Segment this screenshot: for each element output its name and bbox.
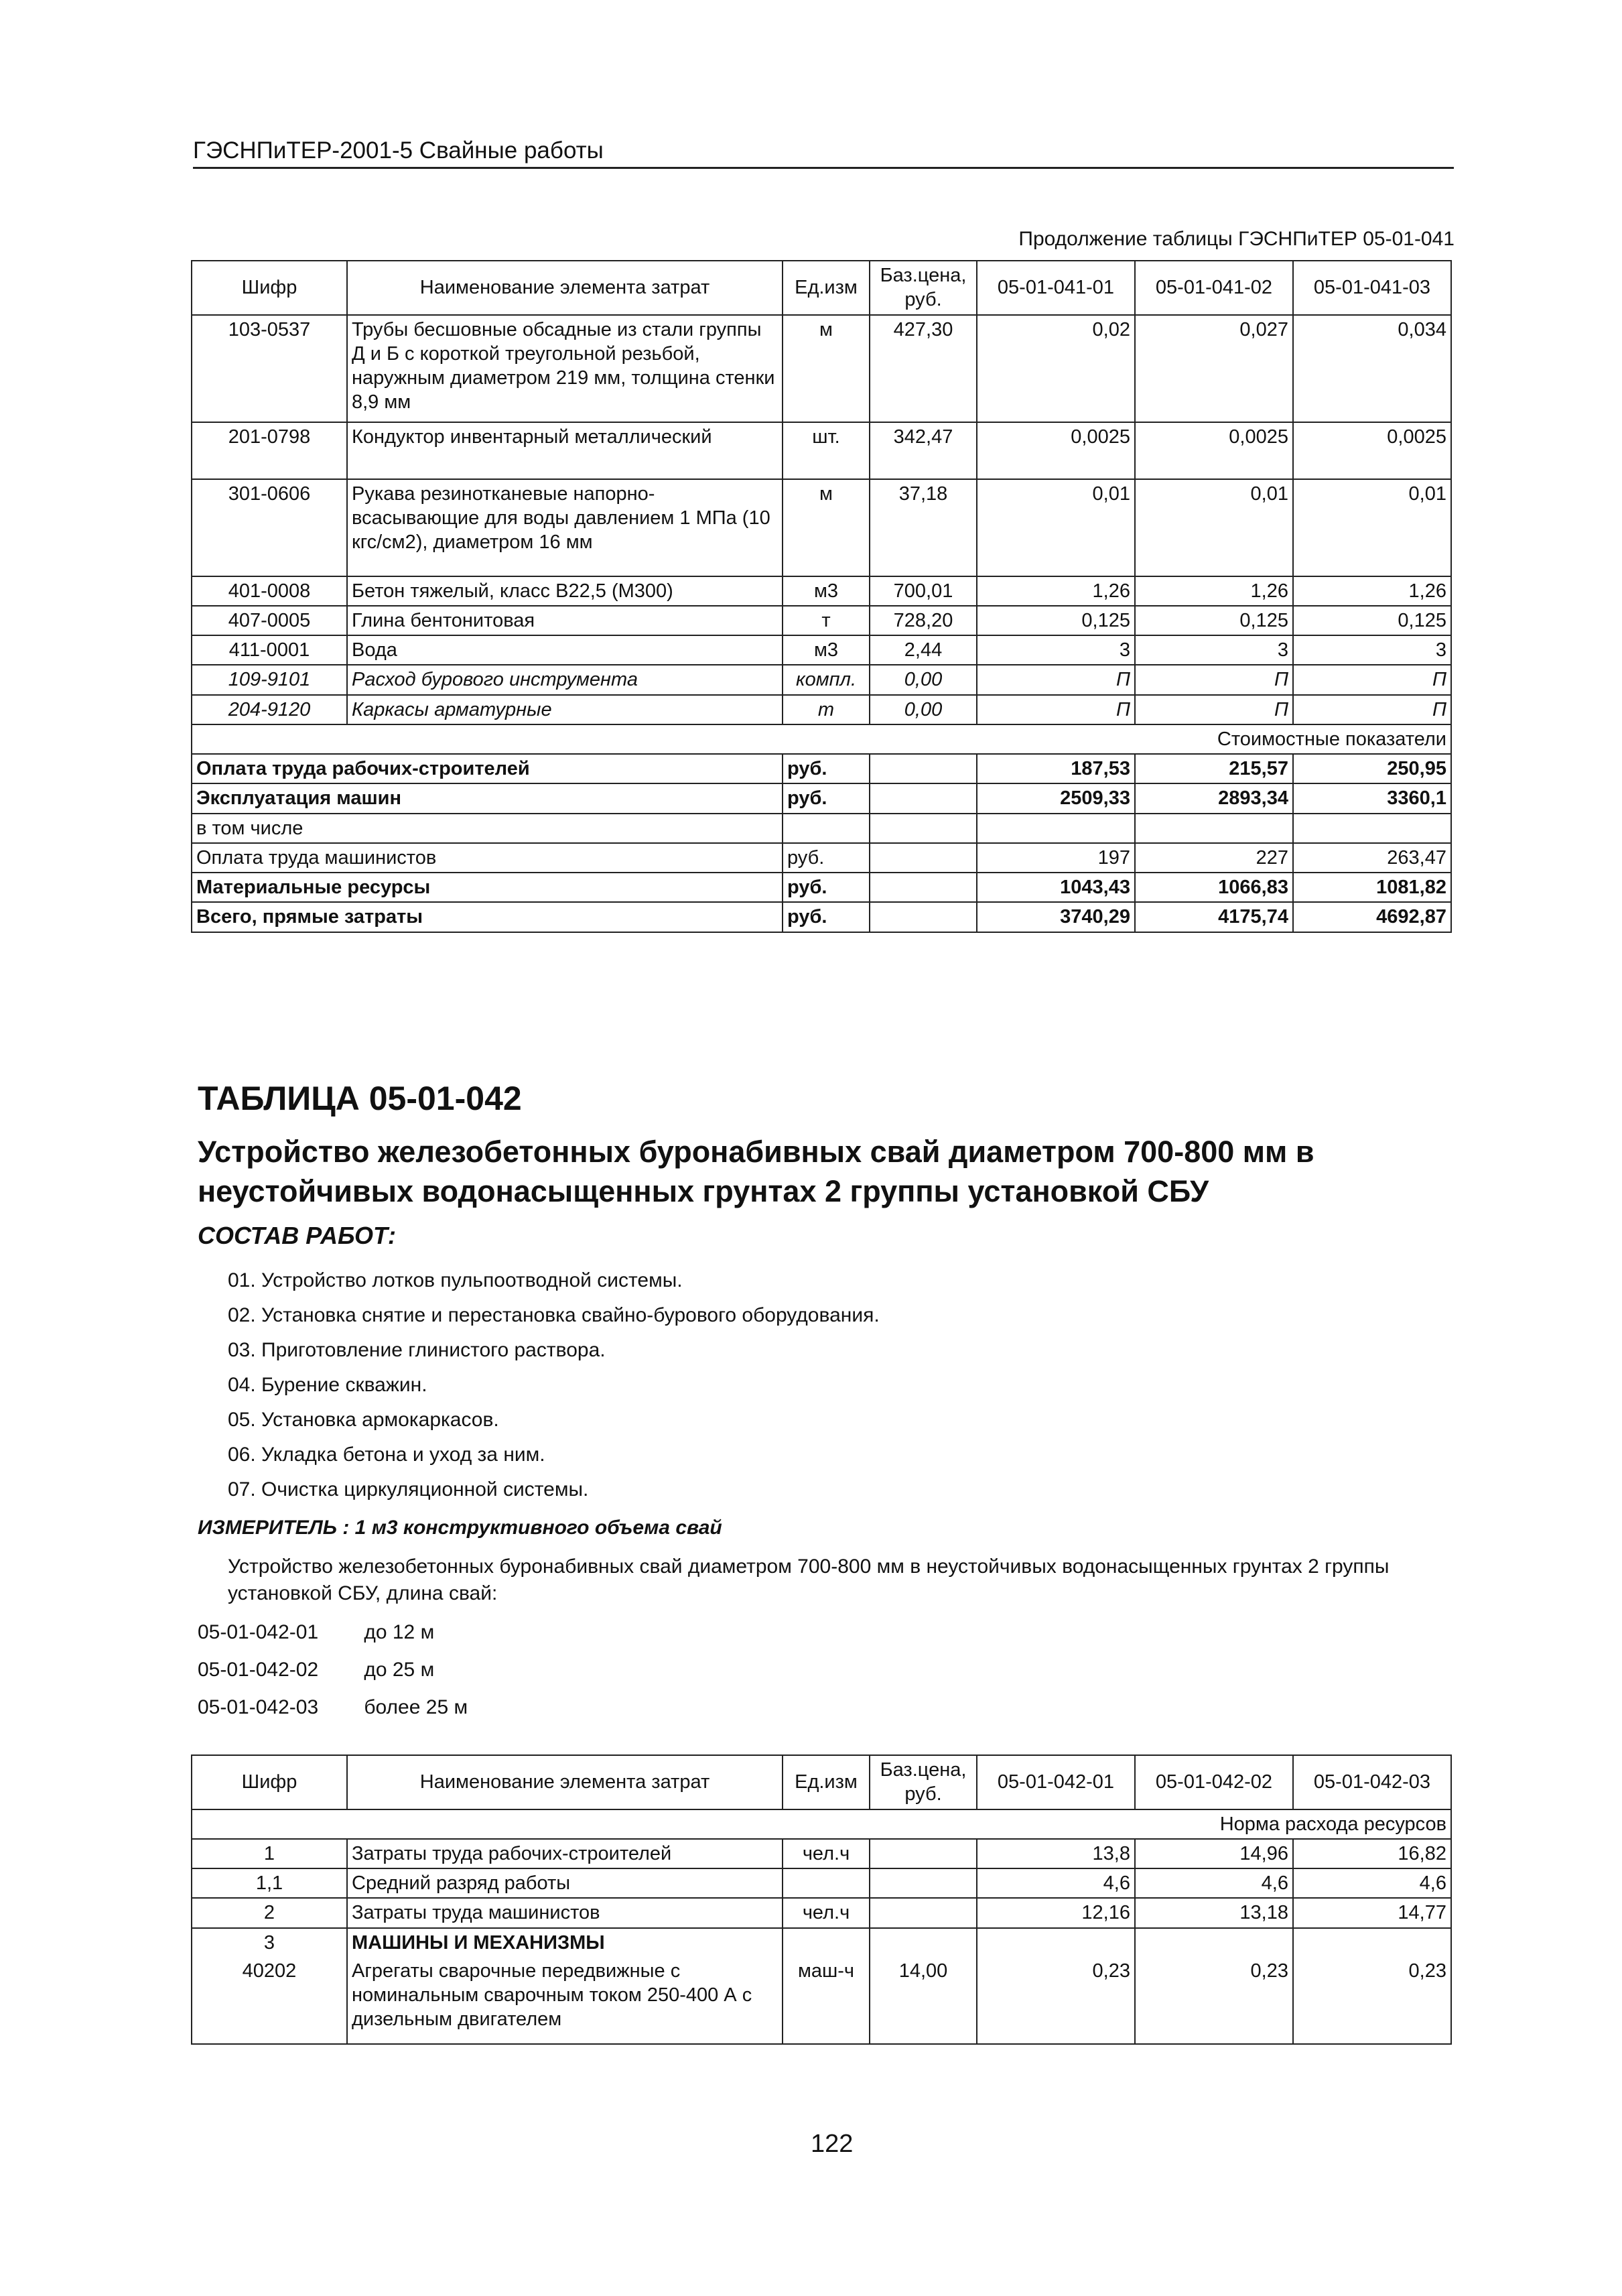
value-cell: 1,26 <box>1293 576 1451 606</box>
column-header: 05-01-042-02 <box>1135 1755 1293 1809</box>
value-cell: П <box>977 665 1135 694</box>
value-cell: 250,95 <box>1293 754 1451 783</box>
unit-cell: м <box>783 315 870 422</box>
table-row <box>192 479 1451 576</box>
work-steps-list <box>228 1263 880 1507</box>
value-cell: 0,0025 <box>1293 422 1451 479</box>
value-cell <box>1293 1928 1451 1957</box>
name-cell: МАШИНЫ И МЕХАНИЗМЫ <box>347 1928 783 1957</box>
unit-cell: компл. <box>783 665 870 694</box>
column-header: 05-01-042-03 <box>1293 1755 1451 1809</box>
variant-text: более 25 м <box>364 1696 468 1718</box>
value-cell: 4,6 <box>1293 1868 1451 1898</box>
value-cell: 0,0025 <box>1135 422 1293 479</box>
price-cell <box>870 1868 977 1898</box>
list-item <box>198 1651 468 1689</box>
value-cell: 0,23 <box>1293 1957 1451 2044</box>
value-cell: П <box>1293 695 1451 724</box>
value-cell: 187,53 <box>977 754 1135 783</box>
value-cell: 3360,1 <box>1293 783 1451 813</box>
unit-cell: руб. <box>783 843 870 873</box>
value-cell: 197 <box>977 843 1135 873</box>
name-cell: Глина бентонитовая <box>347 606 783 635</box>
variant-code: 05-01-042-02 <box>198 1659 319 1681</box>
code-cell: 201-0798 <box>192 422 347 479</box>
table-row <box>192 422 1451 479</box>
name-cell: Бетон тяжелый, класс В22,5 (М300) <box>347 576 783 606</box>
price-cell <box>870 843 977 873</box>
unit-cell: м3 <box>783 576 870 606</box>
table-row <box>192 665 1451 694</box>
table-row <box>192 1868 1451 1898</box>
description: Устройство железобетонных буронабивных свай диаметром 700-800 мм в неустойчивых водонасыщенных грунтах 2 группы установкой СБУ, длина свай: <box>228 1555 1390 1604</box>
price-cell: 2,44 <box>870 635 977 665</box>
value-cell: П <box>1135 695 1293 724</box>
cost-row <box>192 754 1451 783</box>
code-cell: 1 <box>192 1839 347 1868</box>
price-cell: 37,18 <box>870 479 977 576</box>
value-cell: 16,82 <box>1293 1839 1451 1868</box>
column-header: Ед.изм <box>783 261 870 315</box>
name-cell: Трубы бесшовные обсадные из стали группы Д и Б с короткой треугольной резьбой, наружным диаметром 219 мм, толщина стенки 8,9 мм <box>347 315 783 422</box>
value-cell: 1,26 <box>1135 576 1293 606</box>
variant-text: до 12 м <box>364 1621 435 1643</box>
table-row <box>192 1957 1451 2044</box>
table-header-row <box>192 261 1451 315</box>
name-cell: Каркасы арматурные <box>347 695 783 724</box>
list-item <box>198 1689 468 1726</box>
table-row <box>192 576 1451 606</box>
norm-header-cell: Норма расхода ресурсов <box>192 1809 1451 1839</box>
cost-row <box>192 843 1451 873</box>
table-title: ТАБЛИЦА 05-01-042 <box>198 1080 522 1117</box>
meter-value: 1 м3 конструктивного объема свай <box>354 1517 722 1539</box>
column-header: 05-01-041-03 <box>1293 261 1451 315</box>
column-header: Шифр <box>192 261 347 315</box>
value-cell: П <box>977 695 1135 724</box>
value-cell <box>977 1928 1135 1957</box>
resource-table-042 <box>191 1755 1452 2045</box>
value-cell <box>1135 1928 1293 1957</box>
value-cell: 2893,34 <box>1135 783 1293 813</box>
table-header-row <box>192 1755 1451 1809</box>
cost-label: Всего, прямые затраты <box>192 902 783 932</box>
column-header: 05-01-042-01 <box>977 1755 1135 1809</box>
value-cell: 1066,83 <box>1135 873 1293 902</box>
value-cell: П <box>1293 665 1451 694</box>
page-number: 122 <box>811 2130 854 2158</box>
list-item <box>198 1614 468 1651</box>
unit-cell: чел.ч <box>783 1839 870 1868</box>
code-cell: 301-0606 <box>192 479 347 576</box>
unit-cell: руб. <box>783 754 870 783</box>
norm-section-header <box>192 1809 1451 1839</box>
unit-cell <box>783 814 870 843</box>
cost-header-cell: Стоимостные показатели <box>192 724 1451 754</box>
value-cell: 0,0025 <box>977 422 1135 479</box>
table-row <box>192 1898 1451 1927</box>
value-cell: 13,8 <box>977 1839 1135 1868</box>
price-cell: 14,00 <box>870 1957 977 2044</box>
code-cell: 1,1 <box>192 1868 347 1898</box>
value-cell: 4,6 <box>977 1868 1135 1898</box>
cost-section-header <box>192 724 1451 754</box>
value-cell: 3740,29 <box>977 902 1135 932</box>
price-cell: 700,01 <box>870 576 977 606</box>
list-item: 05. Установка армокаркасов. <box>228 1409 499 1431</box>
column-header: 05-01-041-02 <box>1135 261 1293 315</box>
price-cell <box>870 873 977 902</box>
code-cell: 401-0008 <box>192 576 347 606</box>
unit-cell: шт. <box>783 422 870 479</box>
unit-cell: руб. <box>783 873 870 902</box>
name-cell: Расход бурового инструмента <box>347 665 783 694</box>
value-cell: 4,6 <box>1135 1868 1293 1898</box>
cost-label: Оплата труда машинистов <box>192 843 783 873</box>
table-row <box>192 695 1451 724</box>
value-cell: 0,23 <box>1135 1957 1293 2044</box>
name-cell: Кондуктор инвентарный металлический <box>347 422 783 479</box>
price-cell <box>870 1928 977 1957</box>
page-header <box>193 137 1454 169</box>
column-header: Наименование элемента затрат <box>347 261 783 315</box>
column-header: Шифр <box>192 1755 347 1809</box>
price-cell <box>870 814 977 843</box>
value-cell: 0,02 <box>977 315 1135 422</box>
value-cell <box>1135 814 1293 843</box>
price-cell: 342,47 <box>870 422 977 479</box>
name-cell: Рукава резинотканевые напорно-всасывающие для воды давлением 1 МПа (10 кгс/см2), диаметром 16 мм <box>347 479 783 576</box>
column-header: Наименование элемента затрат <box>347 1755 783 1809</box>
value-cell: П <box>1135 665 1293 694</box>
value-cell: 227 <box>1135 843 1293 873</box>
value-cell: 0,01 <box>1135 479 1293 576</box>
table-row <box>192 315 1451 422</box>
value-cell: 14,96 <box>1135 1839 1293 1868</box>
price-cell <box>870 1898 977 1927</box>
table-row <box>192 1928 1451 1957</box>
variant-code: 05-01-042-03 <box>198 1696 319 1718</box>
cost-row <box>192 814 1451 843</box>
price-cell: 728,20 <box>870 606 977 635</box>
value-cell: 14,77 <box>1293 1898 1451 1927</box>
list-item: 01. Устройство лотков пульпоотводной системы. <box>228 1269 683 1291</box>
name-cell: Средний разряд работы <box>347 1868 783 1898</box>
code-cell: 204-9120 <box>192 695 347 724</box>
value-cell: 0,01 <box>977 479 1135 576</box>
name-cell: Вода <box>347 635 783 665</box>
value-cell: 0,027 <box>1135 315 1293 422</box>
column-header: Баз.цена, руб. <box>870 1755 977 1809</box>
unit-cell: м <box>783 479 870 576</box>
column-header: Ед.изм <box>783 1755 870 1809</box>
value-cell: 1081,82 <box>1293 873 1451 902</box>
unit-cell: руб. <box>783 902 870 932</box>
code-cell: 407-0005 <box>192 606 347 635</box>
value-cell: 3 <box>977 635 1135 665</box>
value-cell: 0,125 <box>1135 606 1293 635</box>
cost-row <box>192 873 1451 902</box>
price-cell: 0,00 <box>870 665 977 694</box>
list-item: 06. Укладка бетона и уход за ним. <box>228 1444 545 1466</box>
value-cell <box>1293 814 1451 843</box>
value-cell: 215,57 <box>1135 754 1293 783</box>
table-row <box>192 606 1451 635</box>
composition-heading: СОСТАВ РАБОТ: <box>198 1222 396 1249</box>
table-subtitle: Устройство железобетонных буронабивных свай диаметром 700-800 мм в неустойчивых водонасыщенных грунтах 2 группы установкой СБУ <box>198 1135 1314 1208</box>
price-cell <box>870 1839 977 1868</box>
value-cell: 3 <box>1135 635 1293 665</box>
code-cell: 103-0537 <box>192 315 347 422</box>
variant-text: до 25 м <box>364 1659 435 1681</box>
value-cell: 1043,43 <box>977 873 1135 902</box>
price-cell: 0,00 <box>870 695 977 724</box>
code-cell: 411-0001 <box>192 635 347 665</box>
value-cell: 3 <box>1293 635 1451 665</box>
unit-cell: т <box>783 606 870 635</box>
unit-cell <box>783 1868 870 1898</box>
unit-cell: м3 <box>783 635 870 665</box>
list-item: 04. Бурение скважин. <box>228 1374 427 1396</box>
list-item: 07. Очистка циркуляционной системы. <box>228 1478 589 1501</box>
column-header: Баз.цена, руб. <box>870 261 977 315</box>
value-cell: 2509,33 <box>977 783 1135 813</box>
value-cell: 12,16 <box>977 1898 1135 1927</box>
variant-code: 05-01-042-01 <box>198 1621 319 1643</box>
unit-cell: чел.ч <box>783 1898 870 1927</box>
cost-label: в том числе <box>192 814 783 843</box>
price-cell: 427,30 <box>870 315 977 422</box>
price-cell <box>870 783 977 813</box>
resource-table-041 <box>191 260 1452 933</box>
code-cell: 40202 <box>192 1957 347 2044</box>
value-cell: 4692,87 <box>1293 902 1451 932</box>
table-row <box>192 1839 1451 1868</box>
page-header-title: ГЭСНПиТЕР-2001-5 Свайные работы <box>193 137 604 164</box>
unit-cell: маш-ч <box>783 1957 870 2044</box>
name-cell: Агрегаты сварочные передвижные с номинальным сварочным током 250-400 А с дизельным двигателем <box>347 1957 783 2044</box>
list-item: 03. Приготовление глинистого раствора. <box>228 1339 606 1361</box>
cost-label: Оплата труда рабочих-строителей <box>192 754 783 783</box>
price-cell <box>870 754 977 783</box>
unit-cell: руб. <box>783 783 870 813</box>
name-cell: Затраты труда машинистов <box>347 1898 783 1927</box>
list-item: 02. Установка снятие и перестановка свайно-бурового оборудования. <box>228 1304 880 1326</box>
code-cell: 2 <box>192 1898 347 1927</box>
cost-row <box>192 783 1451 813</box>
cost-row <box>192 902 1451 932</box>
value-cell: 0,034 <box>1293 315 1451 422</box>
cost-label: Эксплуатация машин <box>192 783 783 813</box>
name-cell: Затраты труда рабочих-строителей <box>347 1839 783 1868</box>
value-cell: 0,01 <box>1293 479 1451 576</box>
value-cell <box>977 814 1135 843</box>
value-cell: 263,47 <box>1293 843 1451 873</box>
value-cell: 1,26 <box>977 576 1135 606</box>
value-cell: 0,125 <box>1293 606 1451 635</box>
meter-line <box>198 1517 722 1539</box>
variants-list <box>198 1614 468 1726</box>
code-cell: 3 <box>192 1928 347 1957</box>
unit-cell <box>783 1928 870 1957</box>
value-cell: 0,23 <box>977 1957 1135 2044</box>
column-header: 05-01-041-01 <box>977 261 1135 315</box>
meter-label: ИЗМЕРИТЕЛЬ : <box>198 1517 350 1539</box>
cost-label: Материальные ресурсы <box>192 873 783 902</box>
value-cell: 4175,74 <box>1135 902 1293 932</box>
price-cell <box>870 902 977 932</box>
unit-cell: т <box>783 695 870 724</box>
code-cell: 109-9101 <box>192 665 347 694</box>
value-cell: 13,18 <box>1135 1898 1293 1927</box>
table-continuation-note: Продолжение таблицы ГЭСНПиТЕР 05-01-041 <box>1018 228 1455 250</box>
value-cell: 0,125 <box>977 606 1135 635</box>
table-row <box>192 635 1451 665</box>
